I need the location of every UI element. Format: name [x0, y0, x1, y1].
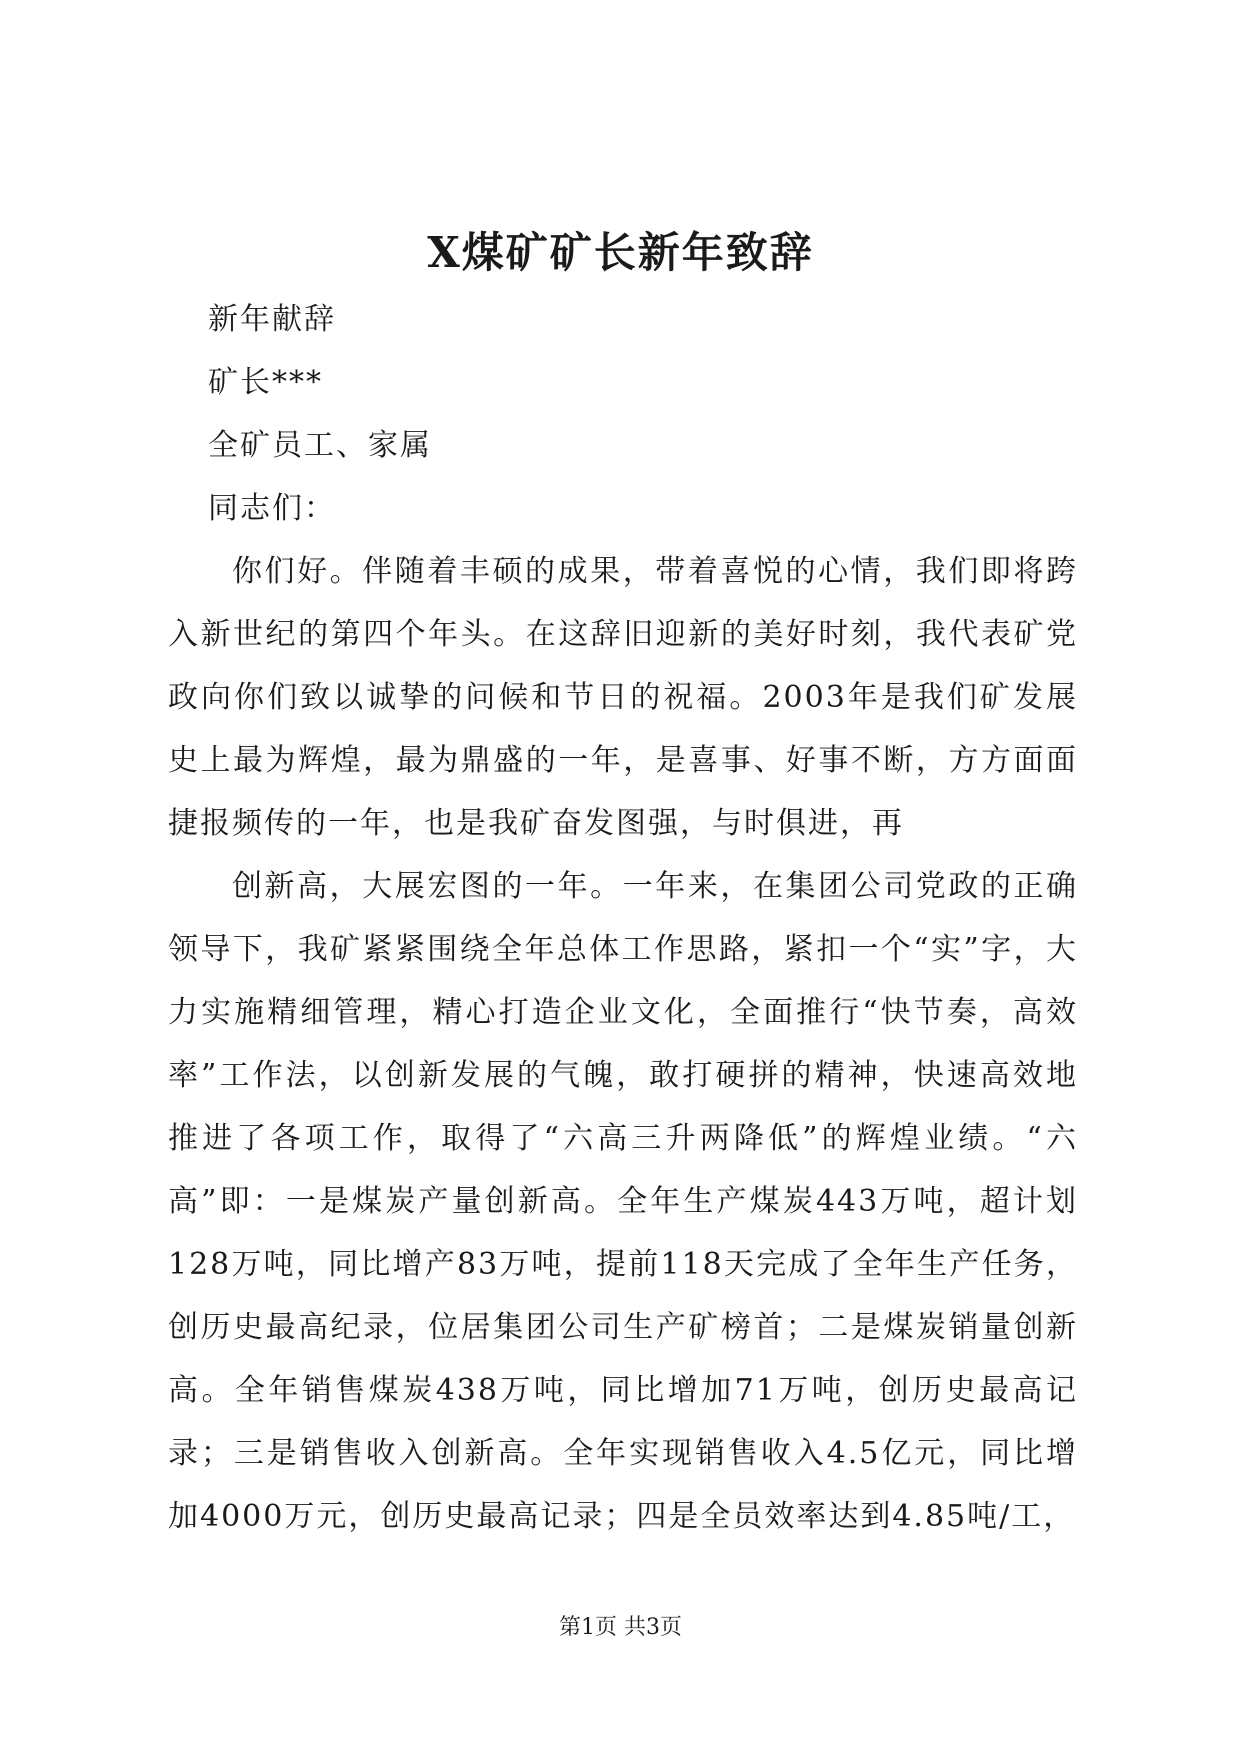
heading-line: 新年献辞: [208, 302, 336, 337]
document-title: X煤矿矿长新年致辞: [427, 228, 814, 277]
page-number-footer: 第1页 共3页: [559, 1615, 682, 1640]
heading-line: 全矿员工、家属: [208, 428, 432, 463]
document-body: [168, 288, 1078, 1548]
heading-line: 同志们：: [208, 491, 336, 526]
heading-line: 矿长***: [208, 365, 323, 400]
body-paragraph: 你们好。伴随着丰硕的成果，带着喜悦的心情，我们即将跨入新世纪的第四个年头。在这辞旧迎新的美好时刻，我代表矿党政向你们致以诚挚的问候和节日的祝福。2003年是我们矿发展史上最为辉煌，最为鼎盛的一年，是喜事、好事不断，方方面面捷报频传的一年，也是我矿奋发图强，与时俱进，再: [168, 554, 1078, 841]
body-paragraph: 创新高，大展宏图的一年。一年来，在集团公司党政的正确领导下，我矿紧紧围绕全年总体工作思路，紧扣一个“实”字，大力实施精细管理，精心打造企业文化，全面推行“快节奏，高效率”工作法，以创新发展的气魄，敢打硬拼的精神，快速高效地推进了各项工作，取得了“六高三升两降低”的辉煌业绩。“六高”即：一是煤炭产量创新高。全年生产煤炭443万吨，超计划128万吨，同比增产83万吨，提前118天完成了全年生产任务，创历史最高纪录，位居集团公司生产矿榜首；二是煤炭销量创新高。全年销售煤炭438万吨，同比增加71万吨，创历史最高记录；三是销售收入创新高。全年实现销售收入4.5亿元，同比增加4000万元，创历史最高记录；四是全员效率达到4.85吨/工，: [168, 869, 1078, 1534]
